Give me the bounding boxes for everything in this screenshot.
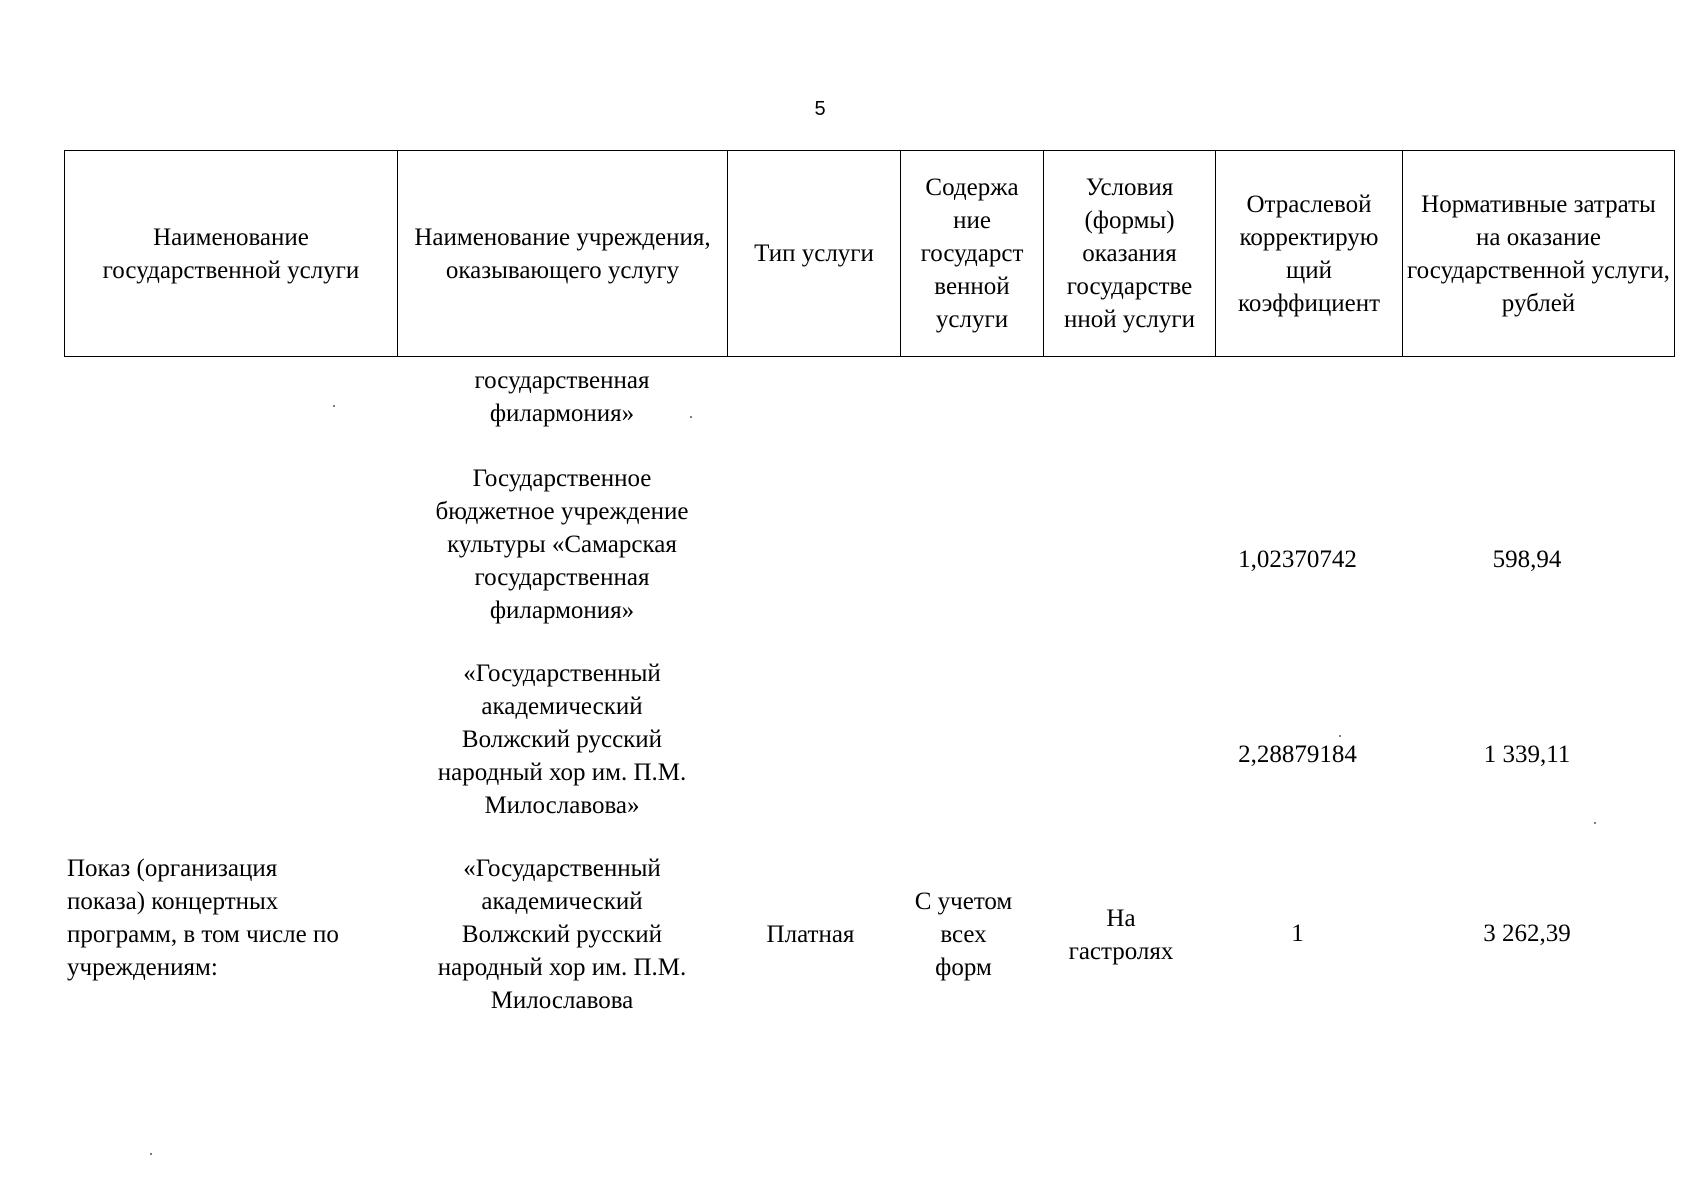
scan-speck [1594, 822, 1596, 824]
scan-speck [333, 405, 335, 407]
row3-institution: «Государственный академический Волжский русский народный хор им. П.М. Милославова [437, 855, 687, 1014]
header-service-content: Содержа ние государст венной услуги [901, 151, 1044, 357]
header-service-name: Наименование государственной услуги [65, 151, 398, 357]
row2-institution: «Государственный академический Волжский русский народный хор им. П.М. Милославова» [437, 660, 687, 819]
page-number: 5 [814, 98, 826, 120]
header-service-conditions: Условия (формы) оказания государстве нной услуги [1044, 151, 1216, 357]
row1-cost: 598,94 [1492, 546, 1562, 573]
header-normative-cost: Нормативные затраты на оказание государственной услуги, рублей [1403, 151, 1675, 357]
header-service-type: Тип услуги [728, 151, 901, 357]
continuation-institution: государственная филармония» [474, 367, 650, 427]
row3-service-name: Показ (организация показа) концертных программ, в том числе по учреждениям: [67, 855, 339, 981]
header-row [65, 151, 1675, 357]
row1-coefficient: 1,02370742 [1238, 546, 1357, 573]
table-header [64, 150, 1675, 357]
row3-service-type: Платная [766, 921, 855, 948]
row3-coefficient: 1 [1291, 920, 1304, 947]
header-institution-name: Наименование учреждения, оказывающего услугу [398, 151, 728, 357]
scan-speck [690, 416, 692, 418]
row3-service-conditions: На гастролях [1068, 905, 1174, 965]
row3-cost: 3 262,39 [1483, 920, 1571, 947]
row2-coefficient: 2,28879184 [1238, 741, 1357, 768]
row2-cost: 1 339,11 [1483, 741, 1571, 768]
row1-institution: Государственное бюджетное учреждение культуры «Самарская государственная филармония» [435, 465, 689, 624]
header-correction-coefficient: Отраслевой корректирую щий коэффициент [1216, 151, 1403, 357]
scan-speck [1339, 735, 1341, 737]
scan-speck [150, 1153, 152, 1155]
row3-service-content: С учетом всех форм [914, 888, 1013, 981]
